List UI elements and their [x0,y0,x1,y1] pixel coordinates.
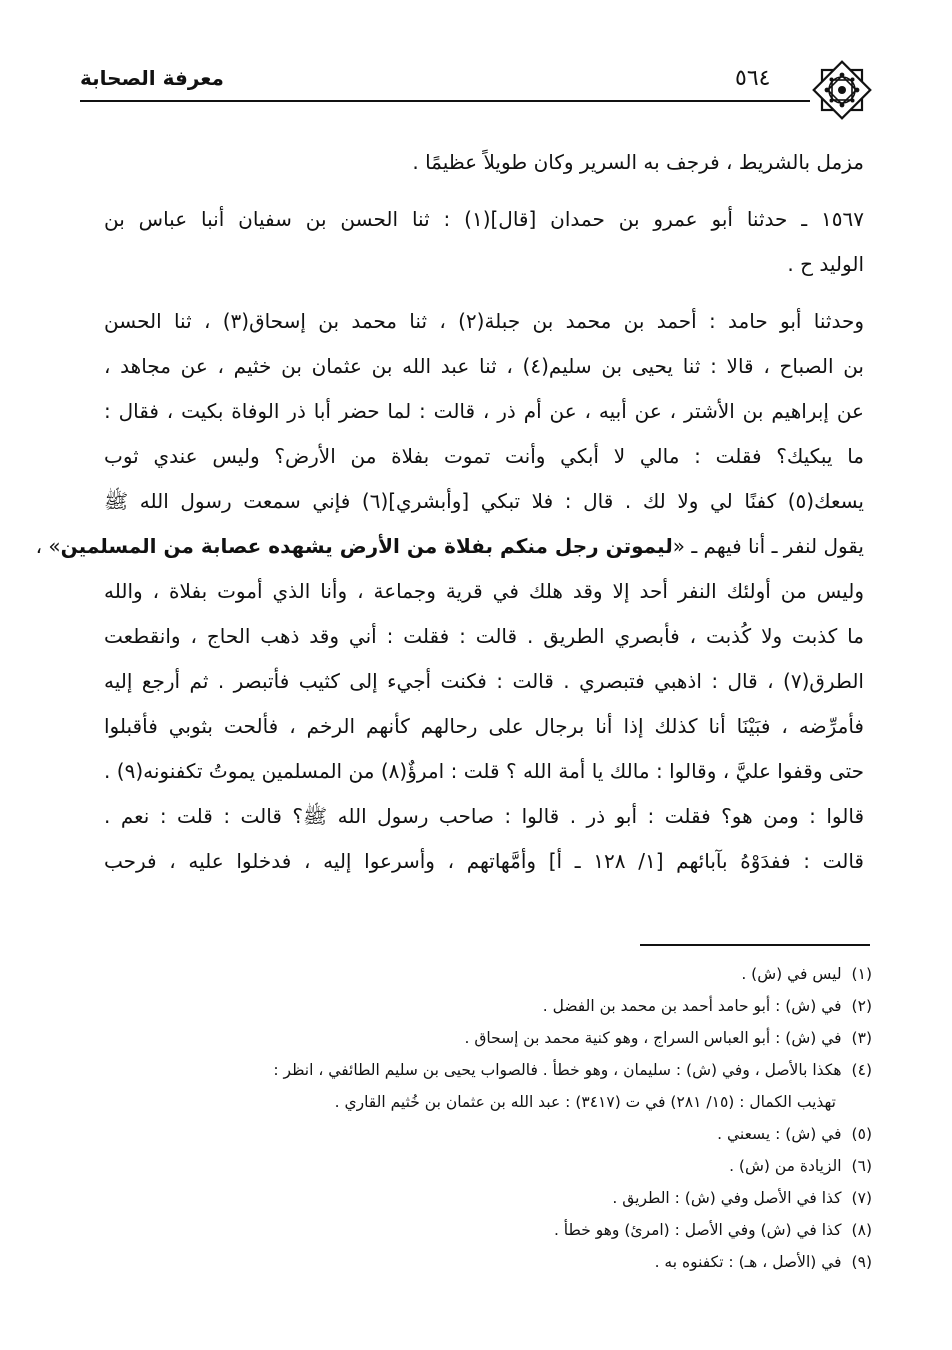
text-line-hadith [35,524,864,569]
text-line: الطرق(٧) ، قال : اذهبي فتبصري . قالت : فكنت أجيء إلى كثيب فأتبصر . ثم أرجع إليه [104,669,864,693]
footnote-continuation: تهذيب الكمال : (١٥/ ٢٨١) في ت (٣٤١٧) : عبد الله بن عثمان بن خُثيم القاري . [334,1093,836,1111]
text-line: فأمرِّضه ، فبَيْنَا أنا كذلك إذا أنا برجال على رحالهم كأنهم الرخم ، فألحت بثوبي فأقبلوا [104,714,864,738]
footnote-number: (٥) [851,1125,872,1143]
text-line: الوليد ح . [787,252,864,276]
main-text [35,140,865,884]
footnote [100,958,872,990]
footnote-number: (٧) [851,1189,872,1207]
text-line: قالوا : ومن هو؟ فقلت : أبو ذر . قالوا : صاحب رسول الله ﷺ؟ قالت : قلت : نعم . [104,804,864,828]
footnote [100,1214,872,1246]
footnote-number: (٤) [851,1061,872,1079]
text-line: ما يبكيك؟ فقلت : مالي لا أبكي وأنت تموت بفلاة من الأرض؟ وليس عندي ثوب [104,444,864,468]
footnote-text: الزيادة من (ش) . [729,1157,842,1175]
footnote-number: (٨) [851,1221,872,1239]
footnote [100,1246,872,1278]
text-line: عن إبراهيم بن الأشتر ، عن أبيه ، عن أم ذر ، قالت : لما حضر أبا ذر الوفاة بكيت ، فقال : [104,399,864,423]
hadith-quote: ليموتن رجل منكم بفلاة من الأرض يشهده عصابة من المسلمين [60,534,673,558]
header-divider [80,100,810,102]
footnote-text: كذا في (ش) وفي الأصل : (امرئ) وهو خطأ . [553,1221,842,1239]
footnote-text: هكذا بالأصل ، وفي (ش) : سليمان ، وهو خطأ . فالصواب يحيى بن سليم الطائفي ، انظر : [273,1061,842,1079]
footnote [100,1118,872,1150]
text-line: يسعك(٥) كفنًا لي ولا لك . قال : فلا تبكي [وأبشري](٦) فإني سمعت رسول الله ﷺ [104,489,864,513]
footnote [100,1054,872,1086]
footnote-text: في (ش) : أبو حامد أحمد بن محمد بن الفضل . [542,997,842,1015]
octagram-ornament-icon [810,58,874,122]
footnote-text: ليس في (ش) . [741,965,842,983]
footnote-number: (٦) [851,1157,872,1175]
footnote-text: في (ش) : يسعني . [717,1125,842,1143]
text-line: بن الصباح ، قالا : ثنا يحيى بن سليم(٤) ، ثنا عبد الله بن عثمان بن خثيم ، عن مجاهد ، [104,354,865,378]
footnote [100,1022,872,1054]
hadith-close: » ، [35,534,61,558]
footnote-divider [640,944,870,946]
footnote-text: كذا في الأصل وفي (ش) : الطريق . [612,1189,842,1207]
footnotes [100,958,872,1278]
book-title: معرفة الصحابة [80,66,224,90]
footnote-text: في (الأصل ، هـ) : تكفنوه به . [654,1253,842,1271]
footnote-text: في (ش) : أبو العباس السراج ، وهو كنية محمد بن إسحاق . [464,1029,842,1047]
text-line: ١٥٦٧ ـ حدثنا أبو عمرو بن حمدان [قال](١) : ثنا الحسن بن سفيان أنبا عباس بن [104,207,864,231]
text-line: وحدثنا أبو حامد : أحمد بن محمد بن جبلة(٢) ، ثنا محمد بن إسحاق(٣) ، ثنا الحسن [104,309,864,333]
footnote [100,990,872,1022]
text-line: قالت : ففدَوْهُ بآبائهم [١/ ١٢٨ ـ أ] وأمَّهاتهم ، وأسرعوا إليه ، فدخلوا عليه ، فرحب [104,849,864,873]
footnote-number: (١) [851,965,872,983]
page-number: ٥٦٤ [735,66,771,91]
footnote-number: (٢) [851,997,872,1015]
footnote [100,1182,872,1214]
footnote [100,1150,872,1182]
text-line: ما كذبت ولا كُذبت ، فأبصري الطريق . قالت : فقلت : أني وقد ذهب الحاج ، وانقطعت [104,624,864,648]
text-line: وليس من أولئك النفر أحد إلا وقد هلك في قرية وجماعة ، وأنا الذي أموت بفلاة ، والله [104,579,864,603]
page-header [80,58,870,110]
text-line: حتى وقفوا عليَّ ، وقالوا : مالك يا أمة الله ؟ قلت : امرؤٌ(٨) من المسلمين يموتُ تكفنونه(٩) . [104,759,864,783]
footnote-number: (٣) [851,1029,872,1047]
hadith-intro: يقول لنفر ـ أنا فيهم ـ « [672,534,864,558]
footnote-number: (٩) [851,1253,872,1271]
text-line: مزمل بالشريط ، فرجف به السرير وكان طويلاً عظيمًا . [412,150,864,174]
